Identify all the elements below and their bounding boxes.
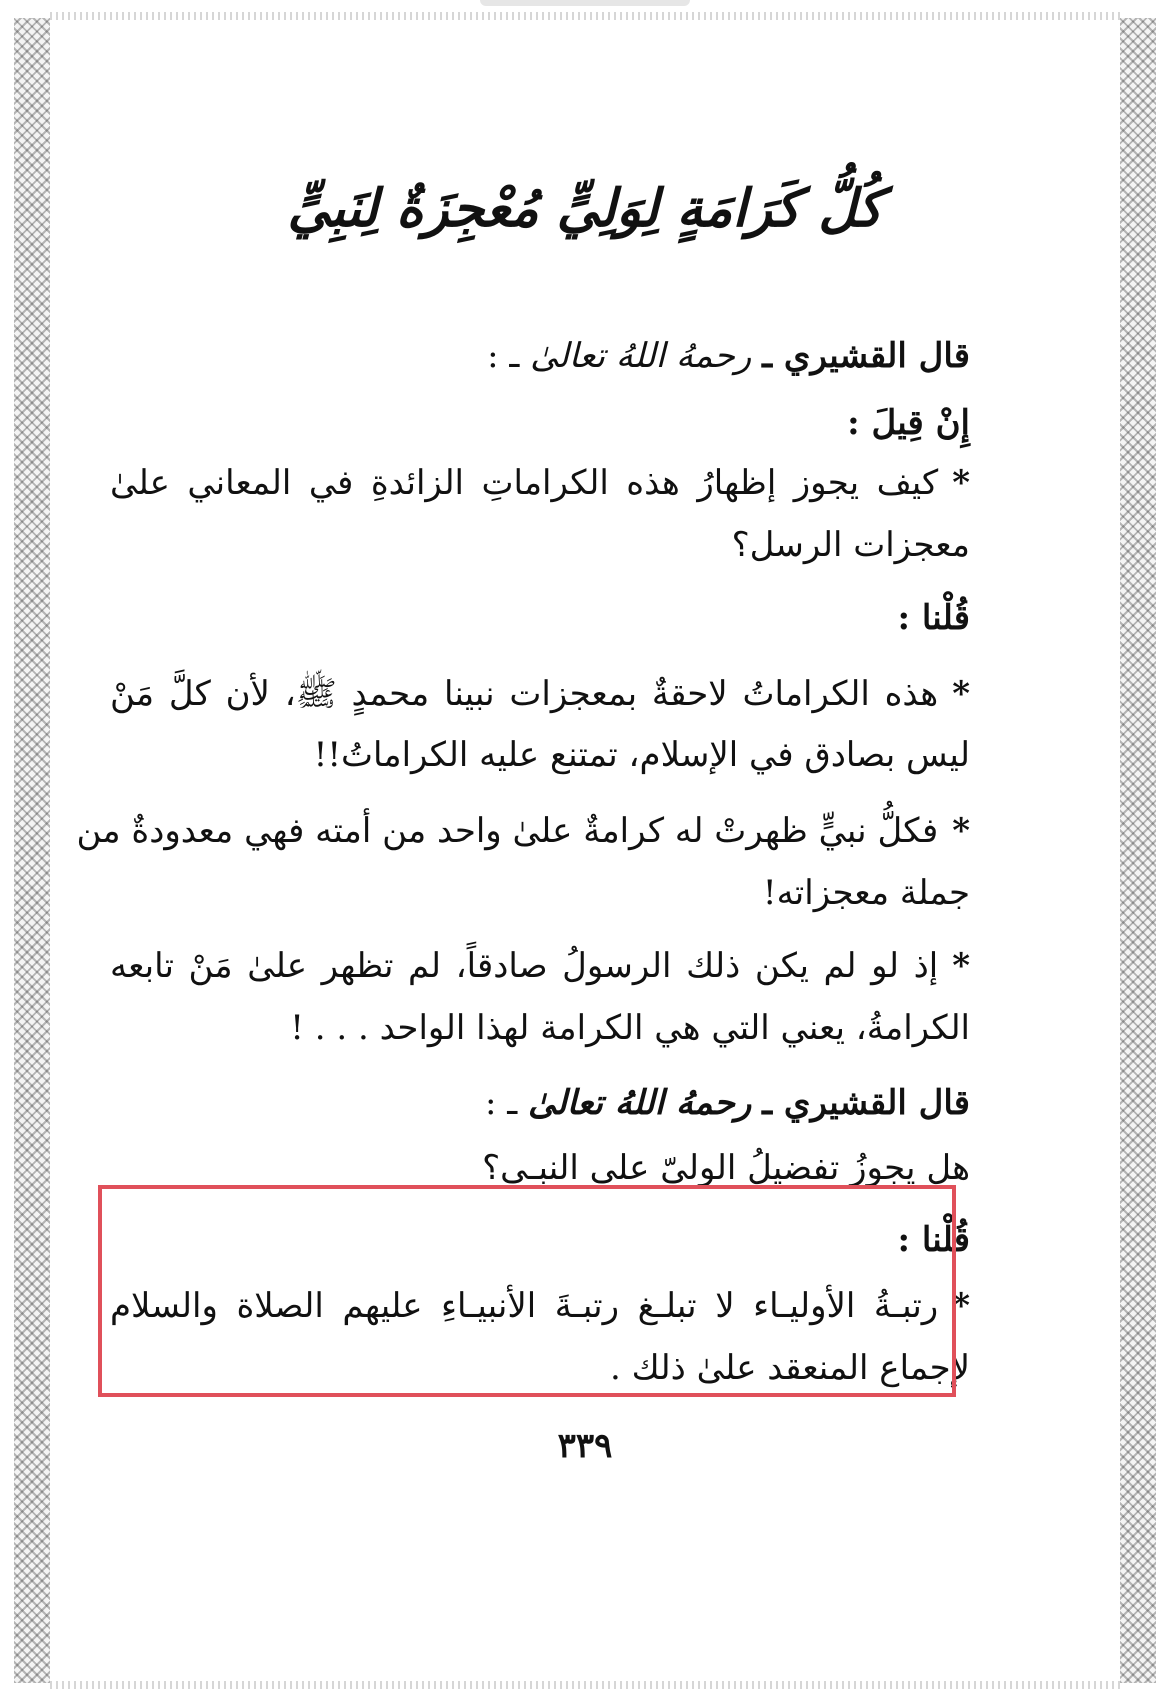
question-line: هل يجوزُ تفضيلُ الوليّ على النبـي؟	[482, 1148, 970, 1188]
section-heading: قُلْنا :	[897, 1220, 970, 1260]
bullet-star: *	[952, 946, 970, 986]
chapter-title: كُلُّ كَرَامَةٍ لِوَلِيٍّ مُعْجِزَةٌ لِنَبِيٍّ	[287, 178, 883, 239]
paragraph-line	[76, 811, 970, 851]
book-page	[10, 8, 1160, 1693]
honorific: رحمهُ اللهُ تعالىٰ	[530, 336, 752, 376]
paragraph-line: جملة معجزاته!	[762, 873, 970, 913]
speaker-line	[110, 336, 970, 376]
speaker-name: قال القشيري ـ	[762, 336, 970, 376]
top-scroll-notch	[480, 0, 690, 6]
paragraph-text: رتبـةُ الأوليـاء لا تبلـغ رتبـةَ الأنبيـاءِ عليهم الصلاة والسلام	[110, 1286, 939, 1326]
speaker-end: ـ :	[487, 336, 520, 376]
speaker-line	[110, 1083, 970, 1123]
paragraph-line	[110, 673, 970, 722]
paragraph-line: ليس بصادق في الإسلام، تمتنع عليه الكراماتُ!!	[313, 735, 970, 775]
bullet-star: *	[952, 463, 970, 503]
speaker-end: ـ :	[485, 1083, 518, 1123]
paragraph-text: فكلُّ نبيٍّ ظهرتْ له كرامةٌ علىٰ واحد من أمته فهي معدودةٌ من	[76, 811, 939, 851]
paragraph-line: معجزات الرسل؟	[731, 525, 970, 565]
paragraph-text: كيف يجوز إظهارُ هذه الكراماتِ الزائدةِ في المعاني علىٰ	[110, 463, 939, 503]
bullet-star: *	[952, 1286, 970, 1326]
page-number: ٣٣٩	[557, 1426, 613, 1466]
page-content	[10, 8, 1160, 1693]
paragraph-text: هذه الكراماتُ لاحقةٌ بمعجزات نبينا محمدٍ ﷺ، لأن كلَّ مَنْ	[110, 674, 939, 714]
speaker-name: قال القشيري ـ	[762, 1083, 970, 1123]
paragraph-line	[110, 946, 970, 986]
paragraph-text: إذ لو لم يكن ذلك الرسولُ صادقاً، لم تظهر علىٰ مَنْ تابعه	[110, 946, 939, 986]
paragraph-line: لإجماع المنعقد علىٰ ذلك .	[610, 1348, 970, 1388]
bullet-star: *	[952, 674, 970, 714]
section-heading: إِنْ قِيلَ :	[847, 403, 970, 443]
honorific: رحمهُ اللهُ تعالىٰ	[528, 1083, 752, 1123]
highlight-annotation-box	[98, 1185, 956, 1397]
section-heading: قُلْنا :	[897, 598, 970, 638]
bullet-star: *	[952, 811, 970, 851]
paragraph-line	[110, 463, 970, 503]
paragraph-line: الكرامةُ، يعني التي هي الكرامة لهذا الواحد . . . !	[290, 1008, 970, 1048]
